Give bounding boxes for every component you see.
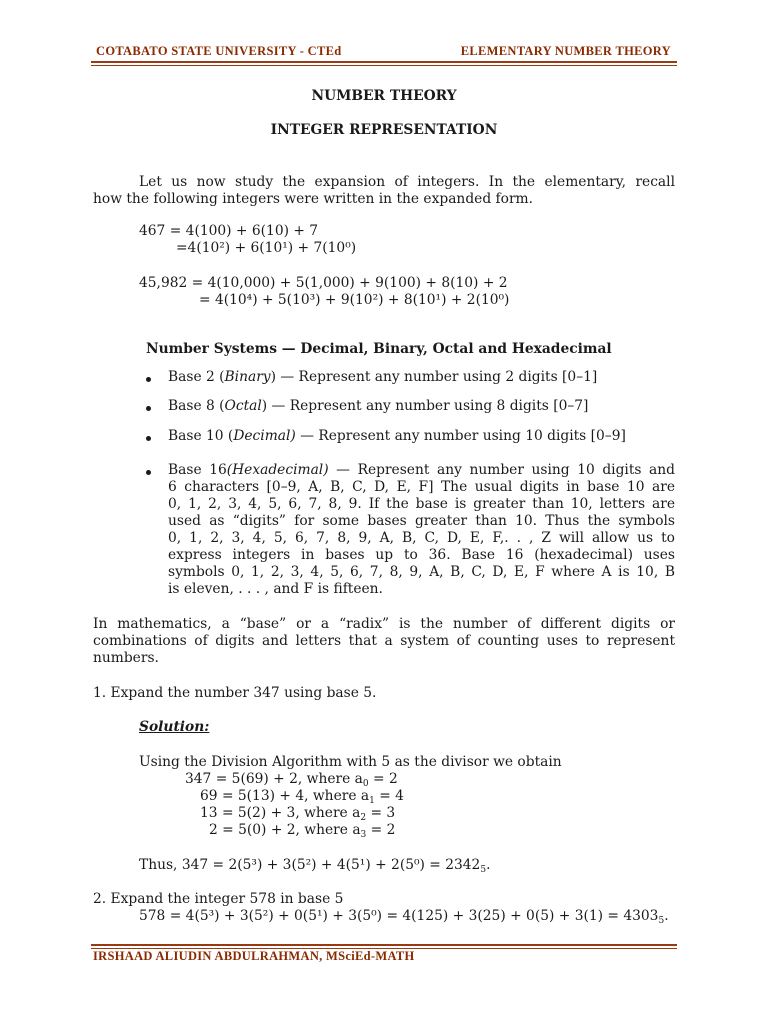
problem2-label: 2. Expand the integer 578 in base 5 xyxy=(93,891,344,907)
example2-line2: = 4(10⁴) + 5(10³) + 9(10²) + 8(10¹) + 2(10⁰) xyxy=(199,292,510,308)
solution-label: Solution: xyxy=(139,719,210,735)
systems-heading: Number Systems — Decimal, Binary, Octal and Hexadecimal xyxy=(146,341,612,357)
example1-line2: =4(10²) + 6(10¹) + 7(10⁰) xyxy=(176,240,357,256)
hex-line: symbols 0, 1, 2, 3, 4, 5, 6, 7, 8, 9, A, B, C, D, E, F where A is 10, B xyxy=(168,564,675,580)
intro-line: how the following integers were written in the expanded form. xyxy=(93,191,534,207)
hex-line: Base 16(Hexadecimal) — Represent any number using 10 digits and xyxy=(168,462,675,478)
division-step: 13 = 5(2) + 3, where $a_2 = 3$ xyxy=(200,805,396,823)
radix-paragraph xyxy=(93,616,675,667)
bullet-decimal: Base 10 (Decimal) — Represent any number using 10 digits [0–9] xyxy=(168,428,626,444)
example1-line1: 467 = 4(100) + 6(10) + 7 xyxy=(139,223,319,239)
header-rule-thick xyxy=(91,61,677,63)
bullet-octal: Base 8 (Octal) — Represent any number using 8 digits [0–7] xyxy=(168,398,589,414)
intro-paragraph xyxy=(93,174,675,208)
hex-line: 0, 1, 2, 3, 4, 5, 6, 7, 8, 9. If the base is greater than 10, letters are xyxy=(168,496,675,512)
problem1-result: Thus, $347 = 2(5^3) + 3(5^2) + 4(5^1) + 2(5^0) = 2342_5$. xyxy=(139,857,491,875)
header-institution: COTABATO STATE UNIVERSITY - CTEd xyxy=(96,44,342,58)
bullet-dot xyxy=(146,436,151,441)
bullet-dot xyxy=(146,377,151,382)
header-course: ELEMENTARY NUMBER THEORY xyxy=(460,44,671,58)
division-step: 2 = 5(0) + 2, where $a_3 = 2$ xyxy=(209,822,396,840)
hex-line: 0, 1, 2, 3, 4, 5, 6, 7, 8, 9, A, B, C, D, E, F,. . , Z will allow us to xyxy=(168,530,675,546)
header-rule-thin xyxy=(91,65,677,66)
problem2-expansion: $578 = 4(5^3) + 3(5^2) + 0(5^1) + 3(5^0) = 4(125) + 3(25) + 0(5) + 3(1) = 4303_5$. xyxy=(139,908,669,926)
hex-line: express integers in bases up to 36. Base 16 (hexadecimal) uses xyxy=(168,547,675,563)
division-step: 69 = 5(13) + 4, where $a_1 = 4$ xyxy=(200,788,404,806)
footer-author: IRSHAAD ALIUDIN ABDULRAHMAN, MSciEd-MATH xyxy=(93,949,415,963)
hex-line: is eleven, . . . , and F is fifteen. xyxy=(168,581,383,597)
bullet-dot xyxy=(146,470,151,475)
bullet-binary: Base 2 (Binary) — Represent any number using 2 digits [0–1] xyxy=(168,369,598,385)
division-step: 347 = 5(69) + 2, where $a_0 = 2$ xyxy=(185,771,398,789)
radix-line: In mathematics, a “base” or a “radix” is the number of different digits or xyxy=(93,616,675,632)
example2-line1: 45,982 = 4(10,000) + 5(1,000) + 9(100) + 8(10) + 2 xyxy=(139,275,508,291)
bullet-dot xyxy=(146,406,151,411)
footer-rule-thick xyxy=(91,944,677,946)
intro-line: Let us now study the expansion of integers. In the elementary, recall xyxy=(139,174,675,190)
hex-line: used as “digits” for some bases greater than 10. Thus the symbols xyxy=(168,513,675,529)
radix-line: numbers. xyxy=(93,650,159,666)
page-title: NUMBER THEORY xyxy=(311,88,457,104)
solution-intro: Using the Division Algorithm with 5 as the divisor we obtain xyxy=(139,754,562,770)
page-header xyxy=(93,42,676,60)
page-subtitle: INTEGER REPRESENTATION xyxy=(270,122,498,138)
hex-line: 6 characters [0–9, A, B, C, D, E, F] The usual digits in base 10 are xyxy=(168,479,675,495)
radix-line: combinations of digits and letters that a system of counting uses to represent xyxy=(93,633,675,649)
bullet-hexadecimal xyxy=(168,462,675,598)
problem1-label: 1. Expand the number 347 using base 5. xyxy=(93,685,377,701)
